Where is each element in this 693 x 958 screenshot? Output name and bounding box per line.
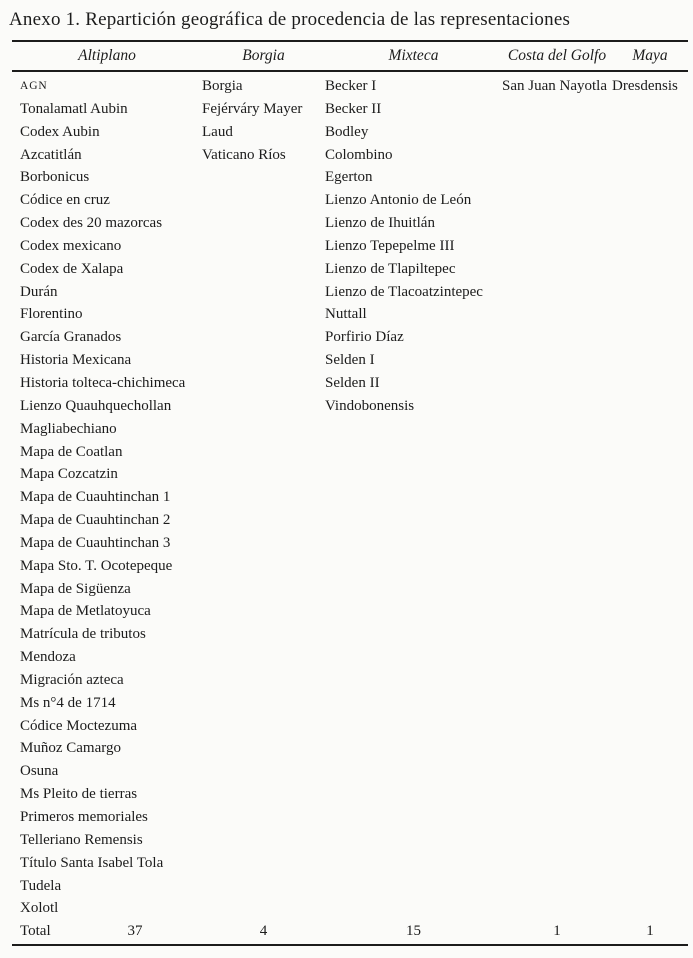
table-cell: [502, 463, 612, 486]
table-cell: [502, 395, 612, 418]
table-body: [12, 72, 688, 920]
table-cell: Lienzo Antonio de León: [325, 192, 472, 209]
table-cell: [612, 669, 688, 692]
table-cell: [202, 646, 325, 669]
table-cell: [612, 189, 688, 212]
column-header: Borgia: [242, 47, 285, 64]
table-cell: [612, 578, 688, 601]
table-row: [12, 418, 688, 441]
table-cell: [325, 875, 502, 898]
table-cell: Ms Pleito de tierras: [20, 786, 138, 803]
table-cell: [612, 441, 688, 464]
table-cell: [202, 441, 325, 464]
table-cell: Magliabechiano: [20, 420, 117, 437]
table-cell: [325, 555, 502, 578]
table-cell: [502, 121, 612, 144]
table-cell: [325, 737, 502, 760]
table-cell: [202, 897, 325, 920]
table-cell: [502, 692, 612, 715]
table-cell: [612, 623, 688, 646]
table-cell: [202, 212, 325, 235]
table-cell: [612, 372, 688, 395]
table-cell: [612, 395, 688, 418]
table-cell: [612, 692, 688, 715]
table-cell: [202, 669, 325, 692]
table-cell: Bodley: [325, 123, 369, 140]
table-cell: [502, 509, 612, 532]
table-cell: [612, 486, 688, 509]
table-cell: [202, 715, 325, 738]
table-cell: [502, 212, 612, 235]
table-row: [12, 166, 688, 189]
table-cell: Fejérváry Mayer: [202, 100, 303, 117]
table-cell: Mapa Sto. T. Ocotepeque: [20, 557, 173, 574]
table-cell: [502, 372, 612, 395]
total-label: Total: [20, 923, 51, 940]
table-cell: Lienzo Quauhquechollan: [20, 397, 172, 414]
table-cell: [502, 486, 612, 509]
table-row: [12, 509, 688, 532]
table-cell: [202, 737, 325, 760]
table-cell: [502, 98, 612, 121]
table-cell: Azcatitlán: [20, 146, 82, 163]
table-cell: Codex de Xalapa: [20, 260, 124, 277]
table-cell: [202, 372, 325, 395]
table-row: [12, 441, 688, 464]
table-cell: [325, 829, 502, 852]
column-header: Costa del Golfo: [507, 47, 607, 64]
table-cell: Egerton: [325, 169, 373, 186]
table-row: [12, 212, 688, 235]
table-cell: [612, 646, 688, 669]
table-cell: [325, 783, 502, 806]
table-row: [12, 852, 688, 875]
column-header: Mixteca: [388, 47, 439, 64]
table-cell: [202, 555, 325, 578]
table-row: [12, 75, 688, 98]
table-cell: [612, 281, 688, 304]
table-cell: [202, 600, 325, 623]
table-row: [12, 486, 688, 509]
table-cell: [202, 303, 325, 326]
table-row: [12, 395, 688, 418]
total-value: 15: [406, 923, 421, 940]
table-row: [12, 326, 688, 349]
table-row: [12, 829, 688, 852]
table-cell: Título Santa Isabel Tola: [20, 854, 164, 871]
table-cell: [325, 692, 502, 715]
page-title: Anexo 1. Repartición geográfica de procedencia de las representaciones: [9, 9, 571, 30]
table-cell: [202, 875, 325, 898]
table-cell: [202, 829, 325, 852]
table-cell: [202, 692, 325, 715]
table-cell: [325, 463, 502, 486]
table-cell: [325, 897, 502, 920]
table-row: [12, 646, 688, 669]
table-cell: García Granados: [20, 329, 122, 346]
table-cell: San Juan Nayotla: [502, 78, 607, 94]
table-row: [12, 121, 688, 144]
table-cell: [502, 715, 612, 738]
table-cell: Laud: [202, 123, 233, 140]
table-cell: [502, 281, 612, 304]
table-cell: Historia tolteca-chichimeca: [20, 374, 186, 391]
table-cell: [612, 737, 688, 760]
table-cell: Historia Mexicana: [20, 352, 132, 369]
table-cell: [612, 715, 688, 738]
table-cell: [202, 166, 325, 189]
column-header: Altiplano: [78, 47, 136, 64]
table-cell: [202, 806, 325, 829]
table-row: [12, 144, 688, 167]
table-cell: Códice en cruz: [20, 192, 110, 209]
table-cell: Mendoza: [20, 649, 76, 666]
table-cell: Codex Aubin: [20, 123, 100, 140]
table-cell: [612, 98, 688, 121]
table-cell: [202, 463, 325, 486]
table-cell: [612, 463, 688, 486]
table-cell: [325, 532, 502, 555]
table-cell: [202, 258, 325, 281]
table-cell: Mapa de Cuauhtinchan 2: [20, 512, 171, 529]
table-row: [12, 281, 688, 304]
table-cell: [202, 486, 325, 509]
table-cell: [202, 578, 325, 601]
table-cell: [202, 418, 325, 441]
table-row: [12, 875, 688, 898]
table-cell: [612, 121, 688, 144]
table-cell: [612, 258, 688, 281]
table-cell: Migración azteca: [20, 671, 124, 688]
table-cell: [502, 737, 612, 760]
table-cell: Mapa de Sigüenza: [20, 580, 131, 597]
table-cell: Osuna: [20, 763, 59, 780]
table-header-row: [12, 42, 688, 72]
table-cell: [325, 441, 502, 464]
table-cell: Vindobonensis: [325, 397, 415, 414]
table-row: [12, 349, 688, 372]
table-cell: Mapa de Cuauhtinchan 1: [20, 489, 171, 506]
table-row: [12, 737, 688, 760]
table-cell: [325, 509, 502, 532]
table-cell: [325, 852, 502, 875]
table-cell: Mapa de Cuauhtinchan 3: [20, 534, 171, 551]
table-cell: [202, 623, 325, 646]
table-row: [12, 258, 688, 281]
table-cell: [12, 920, 202, 943]
table-cell: [502, 326, 612, 349]
table-cell: Selden II: [325, 374, 380, 391]
table-cell: [202, 783, 325, 806]
table-row: [12, 235, 688, 258]
table-row: [12, 578, 688, 601]
table-cell: Nuttall: [325, 306, 367, 323]
table-cell: [612, 235, 688, 258]
table-row: [12, 760, 688, 783]
table-cell: [202, 532, 325, 555]
table-cell: Lienzo Tepepelme III: [325, 237, 455, 254]
table-cell: [612, 349, 688, 372]
table-cell: [502, 897, 612, 920]
table-cell: AGN: [20, 80, 48, 92]
table-cell: [502, 166, 612, 189]
total-value: 37: [127, 923, 143, 940]
table-cell: [612, 326, 688, 349]
table-row: [12, 669, 688, 692]
table-cell: [502, 669, 612, 692]
table-cell: [502, 303, 612, 326]
table-cell: [612, 418, 688, 441]
provenance-table: [12, 40, 688, 946]
table-row: [12, 692, 688, 715]
table-row: [12, 623, 688, 646]
table-cell: [612, 829, 688, 852]
table-cell: Florentino: [20, 306, 83, 323]
table-cell: [612, 303, 688, 326]
table-cell: [325, 418, 502, 441]
table-cell: [502, 532, 612, 555]
table-cell: Borbonicus: [20, 169, 90, 186]
table-row: [12, 715, 688, 738]
table-cell: Dresdensis: [612, 78, 678, 94]
table-cell: Codex mexicano: [20, 237, 122, 254]
table-cell: [325, 600, 502, 623]
table-cell: [502, 760, 612, 783]
table-cell: [502, 875, 612, 898]
table-cell: Tudela: [20, 877, 62, 894]
table-cell: Matrícula de tributos: [20, 626, 146, 643]
table-cell: [612, 897, 688, 920]
table-cell: Lienzo de Tlapiltepec: [325, 260, 456, 277]
table-row: [12, 806, 688, 829]
table-cell: Lienzo de Ihuitlán: [325, 215, 435, 232]
total-row: [12, 920, 688, 944]
table-cell: [612, 760, 688, 783]
table-cell: [202, 281, 325, 304]
table-cell: [612, 555, 688, 578]
table-cell: [325, 578, 502, 601]
column-header: Maya: [632, 47, 668, 64]
table-cell: [502, 806, 612, 829]
total-value: 1: [553, 923, 561, 940]
table-row: [12, 532, 688, 555]
table-cell: [612, 783, 688, 806]
table-cell: [502, 144, 612, 167]
table-cell: [502, 258, 612, 281]
table-cell: [325, 623, 502, 646]
total-value: 4: [259, 923, 268, 940]
table-cell: Durán: [20, 283, 58, 300]
table-cell: [502, 623, 612, 646]
table-cell: [202, 509, 325, 532]
table-cell: [202, 852, 325, 875]
table-cell: Codex des 20 mazorcas: [20, 215, 163, 232]
table-cell: [502, 600, 612, 623]
table-row: [12, 600, 688, 623]
table-row: [12, 189, 688, 212]
table-cell: Tonalamatl Aubin: [20, 100, 128, 117]
table-cell: Mapa de Coatlan: [20, 443, 123, 460]
table-cell: Lienzo de Tlacoatzintepec: [325, 283, 483, 300]
table-cell: [502, 852, 612, 875]
table-cell: Vaticano Ríos: [202, 146, 286, 163]
table-cell: Colombino: [325, 146, 393, 163]
table-cell: [502, 235, 612, 258]
table-cell: [612, 144, 688, 167]
table-cell: [502, 441, 612, 464]
table-cell: [612, 852, 688, 875]
table-cell: [612, 509, 688, 532]
table-cell: [502, 783, 612, 806]
table-cell: Telleriano Remensis: [20, 831, 143, 848]
table-cell: [325, 646, 502, 669]
table-cell: [502, 349, 612, 372]
table-cell: [202, 395, 325, 418]
table-cell: Selden I: [325, 352, 375, 369]
table-cell: Becker II: [325, 100, 382, 117]
table-cell: Mapa de Metlatoyuca: [20, 603, 151, 620]
table-cell: Borgia: [202, 78, 243, 94]
table-row: [12, 463, 688, 486]
table-row: [12, 783, 688, 806]
table-cell: [202, 326, 325, 349]
table-cell: [612, 532, 688, 555]
table-cell: [612, 875, 688, 898]
table-cell: Códice Moctezuma: [20, 717, 138, 734]
table-cell: [325, 760, 502, 783]
table-cell: Becker I: [325, 78, 377, 94]
table-cell: [325, 669, 502, 692]
table-cell: [502, 646, 612, 669]
table-cell: [202, 760, 325, 783]
table-cell: Ms n°4 de 1714: [20, 694, 116, 711]
table-row: [12, 555, 688, 578]
table-cell: [612, 166, 688, 189]
table-cell: Primeros memoriales: [20, 809, 148, 825]
table-cell: Porfirio Díaz: [325, 329, 404, 346]
table-cell: [325, 715, 502, 738]
table-cell: [502, 578, 612, 601]
table-cell: Muñoz Camargo: [20, 740, 121, 757]
table-cell: [202, 235, 325, 258]
table-row: [12, 303, 688, 326]
table-cell: [202, 189, 325, 212]
table-cell: [325, 486, 502, 509]
table-cell: [502, 555, 612, 578]
table-cell: [502, 189, 612, 212]
table-cell: [202, 349, 325, 372]
table-cell: Mapa Cozcatzin: [20, 466, 118, 483]
table-row: [12, 98, 688, 121]
table-row: [12, 897, 688, 920]
table-cell: [612, 212, 688, 235]
total-value: 1: [646, 923, 654, 940]
table-cell: [502, 418, 612, 441]
table-cell: Xolotl: [20, 900, 59, 917]
table-cell: [612, 600, 688, 623]
table-cell: [325, 806, 502, 829]
table-row: [12, 372, 688, 395]
table-cell: [612, 806, 688, 829]
table-cell: [502, 829, 612, 852]
